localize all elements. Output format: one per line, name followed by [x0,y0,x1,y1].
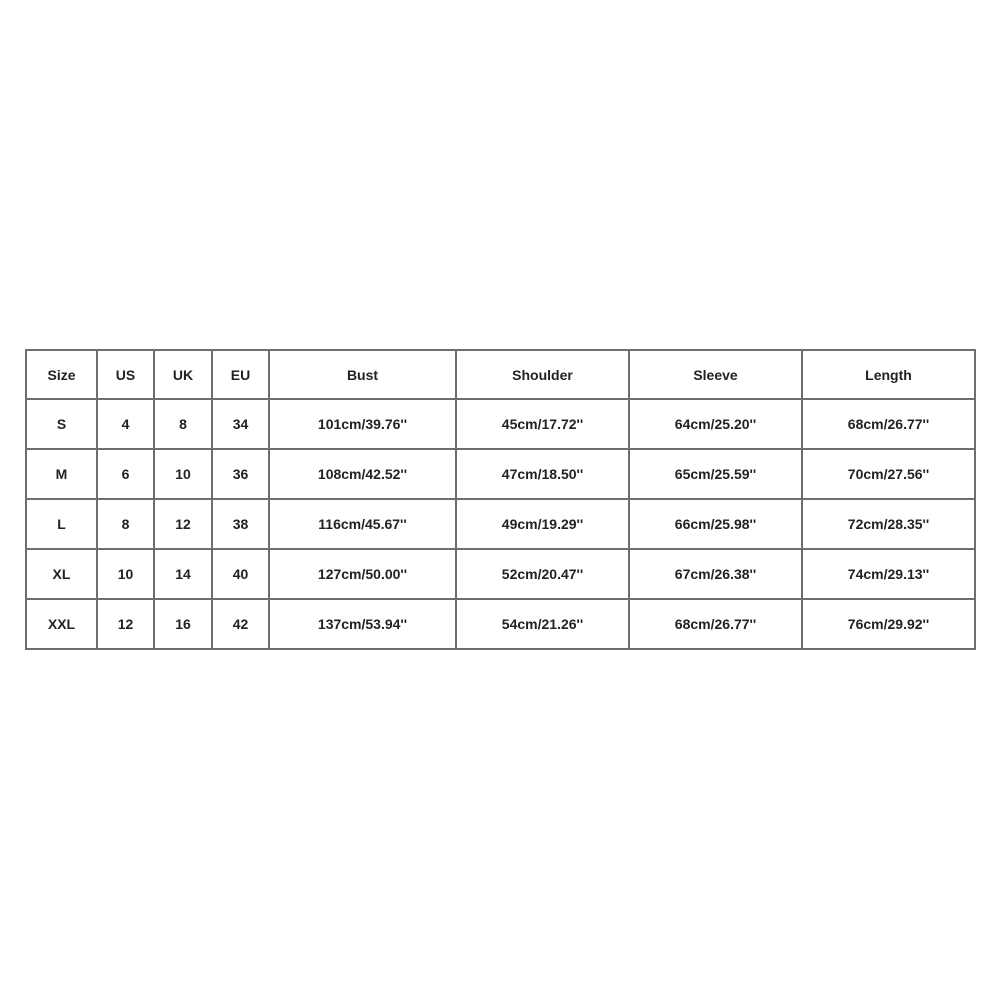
table-row [26,450,976,500]
header-bust: Bust [270,350,457,400]
size-chart-table [25,349,976,650]
cell-shoulder: 54cm/21.26'' [457,600,630,650]
cell-uk: 10 [155,450,213,500]
cell-shoulder: 52cm/20.47'' [457,550,630,600]
cell-eu: 36 [213,450,270,500]
cell-uk: 8 [155,400,213,450]
cell-sleeve: 68cm/26.77'' [630,600,803,650]
cell-sleeve: 64cm/25.20'' [630,400,803,450]
cell-bust: 116cm/45.67'' [270,500,457,550]
cell-length: 74cm/29.13'' [803,550,976,600]
header-uk: UK [155,350,213,400]
cell-length: 70cm/27.56'' [803,450,976,500]
table-row [26,500,976,550]
header-shoulder: Shoulder [457,350,630,400]
cell-size: XXL [26,600,98,650]
cell-uk: 12 [155,500,213,550]
table-row [26,550,976,600]
cell-shoulder: 47cm/18.50'' [457,450,630,500]
header-sleeve: Sleeve [630,350,803,400]
cell-length: 72cm/28.35'' [803,500,976,550]
cell-length: 68cm/26.77'' [803,400,976,450]
cell-sleeve: 66cm/25.98'' [630,500,803,550]
cell-us: 6 [98,450,155,500]
cell-sleeve: 67cm/26.38'' [630,550,803,600]
cell-us: 8 [98,500,155,550]
cell-sleeve: 65cm/25.59'' [630,450,803,500]
cell-eu: 34 [213,400,270,450]
header-us: US [98,350,155,400]
cell-us: 12 [98,600,155,650]
table-header-row [26,350,976,400]
header-size: Size [26,350,98,400]
cell-size: S [26,400,98,450]
cell-bust: 127cm/50.00'' [270,550,457,600]
cell-uk: 16 [155,600,213,650]
table-row [26,600,976,650]
cell-eu: 38 [213,500,270,550]
cell-eu: 40 [213,550,270,600]
cell-size: L [26,500,98,550]
header-eu: EU [213,350,270,400]
cell-shoulder: 45cm/17.72'' [457,400,630,450]
cell-bust: 101cm/39.76'' [270,400,457,450]
table-row [26,400,976,450]
cell-bust: 108cm/42.52'' [270,450,457,500]
cell-us: 10 [98,550,155,600]
cell-bust: 137cm/53.94'' [270,600,457,650]
cell-us: 4 [98,400,155,450]
cell-eu: 42 [213,600,270,650]
cell-size: XL [26,550,98,600]
cell-length: 76cm/29.92'' [803,600,976,650]
cell-size: M [26,450,98,500]
header-length: Length [803,350,976,400]
cell-shoulder: 49cm/19.29'' [457,500,630,550]
cell-uk: 14 [155,550,213,600]
